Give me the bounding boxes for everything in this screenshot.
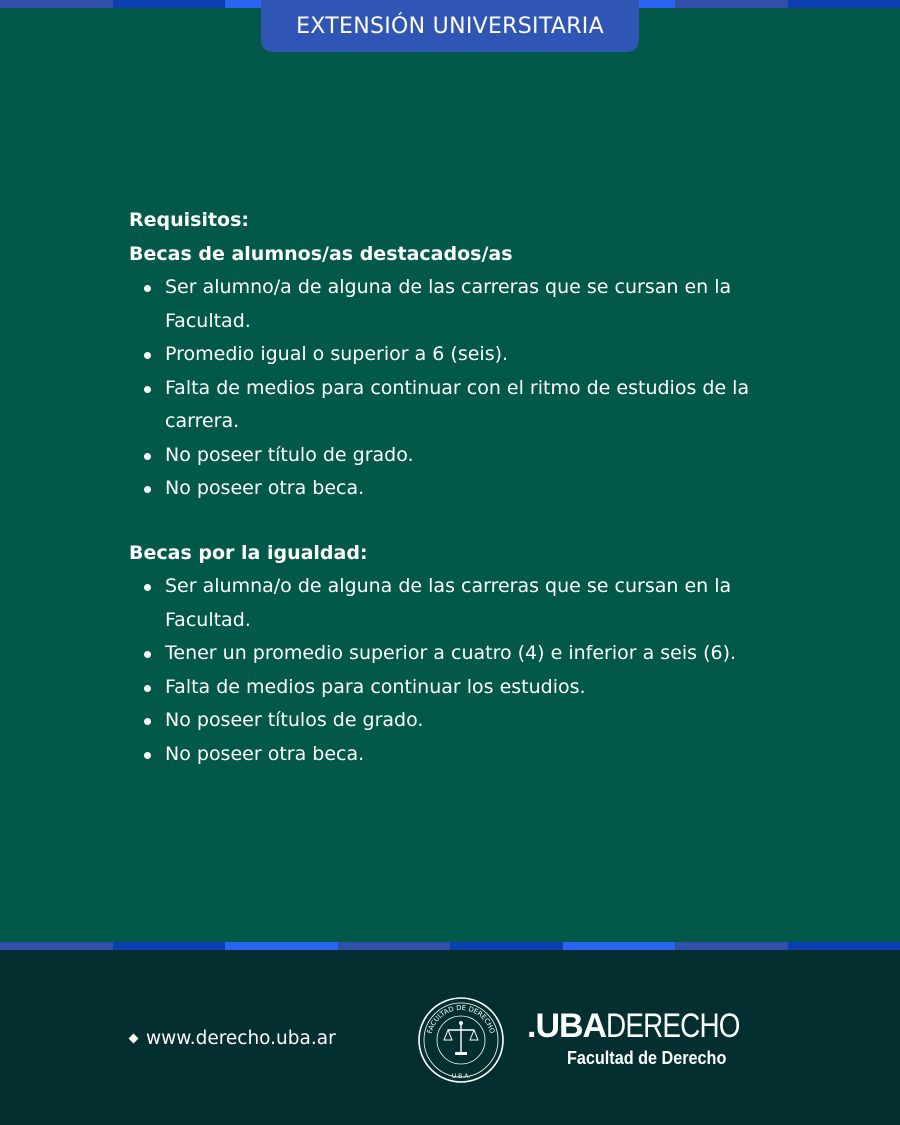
brand-wordmark (527, 1006, 777, 1046)
list-item (165, 704, 809, 738)
list-item-text: Ser alumno/a de alguna de las carreras que se cursan en la Facultad. (165, 276, 732, 332)
bullet-icon (144, 718, 151, 725)
faculty-seal-icon (417, 996, 505, 1084)
brand-uba: .UBA (527, 1007, 607, 1045)
bullet-icon (144, 685, 151, 692)
list-item (165, 671, 809, 705)
list-destacados (129, 271, 809, 506)
list-item-text: Falta de medios para continuar con el ritmo de estudios de la carrera. (165, 376, 750, 432)
list-item-text: Tener un promedio superior a cuatro (4) e inferior a seis (6). (165, 642, 737, 664)
section-heading-destacados: Becas de alumnos/as destacados/as (129, 242, 513, 265)
requirements-title: Requisitos: (129, 209, 250, 231)
bullet-icon (144, 752, 151, 759)
list-item-text: No poseer títulos de grado. (165, 709, 424, 731)
list-item-text: No poseer otra beca. (165, 742, 365, 765)
website-link[interactable] (130, 1028, 336, 1049)
list-igualdad (129, 570, 809, 771)
list-item (165, 271, 809, 338)
website-text: www.derecho.uba.ar (146, 1028, 336, 1049)
svg-text:U.B.A.: U.B.A. (451, 1073, 471, 1080)
list-item (165, 570, 809, 637)
list-item-text: Promedio igual o superior a 6 (seis). (165, 343, 509, 365)
bullet-icon (144, 486, 151, 493)
header-tab (261, 0, 639, 52)
list-item-text: Falta de medios para continuar los estudios. (165, 675, 586, 698)
list-item-text: Ser alumna/o de alguna de las carreras que se cursan en la Facultad. (165, 575, 732, 631)
footer (0, 950, 900, 1125)
diamond-icon (129, 1034, 139, 1044)
bullet-icon (144, 285, 151, 292)
bottom-stripe (0, 942, 900, 950)
brand-subtitle: Facultad de Derecho (567, 1048, 727, 1068)
section-heading-igualdad: Becas por la igualdad: (129, 541, 368, 564)
bullet-icon (144, 352, 151, 359)
list-item (165, 637, 809, 671)
bullet-icon (144, 386, 151, 393)
list-item (165, 338, 809, 372)
bullet-icon (144, 453, 151, 460)
list-item (165, 372, 809, 439)
header-tab-label: EXTENSIÓN UNIVERSITARIA (296, 13, 604, 39)
brand-derecho: DERECHO (606, 1007, 740, 1045)
list-item (165, 472, 809, 506)
uba-derecho-logo (527, 1006, 777, 1069)
section-spacer (129, 506, 809, 537)
list-item (165, 439, 809, 473)
list-item-text: No poseer título de grado. (165, 443, 414, 466)
bullet-icon (144, 584, 151, 591)
requirements-content (129, 204, 809, 771)
list-item-text: No poseer otra beca. (165, 477, 365, 499)
list-item (165, 738, 809, 772)
bullet-icon (144, 651, 151, 658)
svg-text:FACULTAD DE DERECHO: FACULTAD DE DERECHO (425, 1003, 497, 1035)
